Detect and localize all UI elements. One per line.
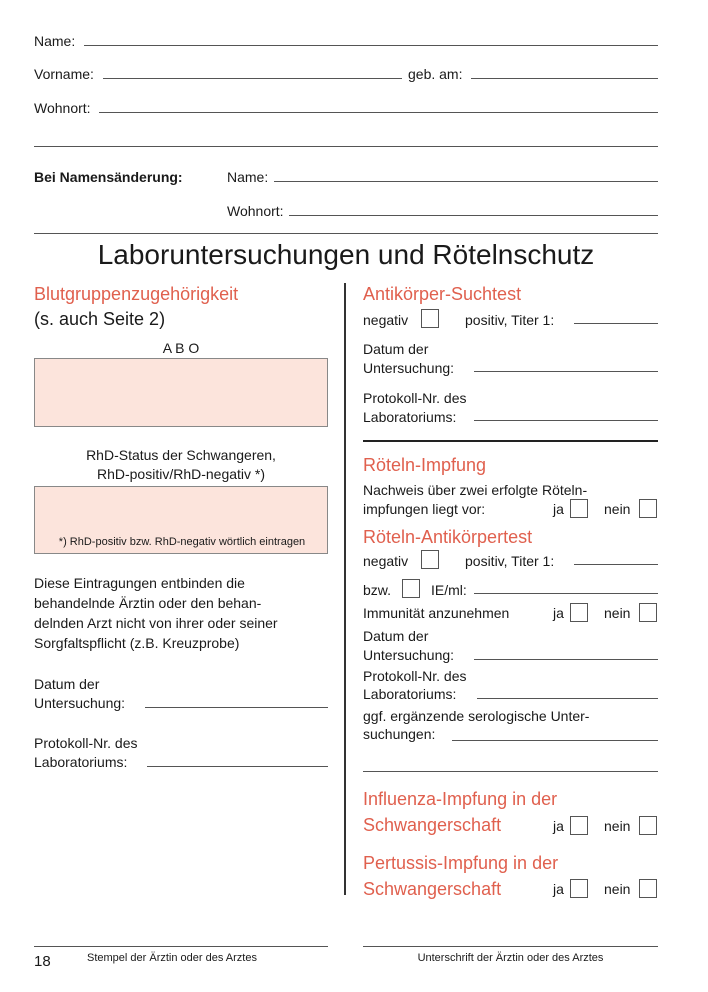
title-divider <box>34 233 658 234</box>
ri-nachweis-line2: impfungen liegt vor: <box>363 501 486 517</box>
pertussis-heading-line2: Schwangerschaft <box>363 879 502 899</box>
rak-datum-label-line2: Untersuchung: <box>363 647 455 663</box>
left-protokoll-field[interactable] <box>147 766 328 767</box>
rak-ja-label: ja <box>553 605 564 621</box>
influenza-heading-line1: Influenza-Impfung in der <box>363 789 558 809</box>
antikoerper-heading: Antikörper-Suchtest <box>363 284 522 304</box>
rak-ergaenzend-field[interactable] <box>452 740 658 741</box>
wohnort-field-line2[interactable] <box>34 146 658 147</box>
left-datum-label-line2: Untersuchung: <box>34 695 126 711</box>
rak-ergaenzend-label-line1: ggf. ergänzende serologische Unter- <box>363 708 590 724</box>
rak-negativ-label: negativ <box>363 553 409 569</box>
name-field[interactable] <box>84 45 658 46</box>
influenza-ja-label: ja <box>553 818 564 834</box>
stempel-label: Stempel der Ärztin oder des Arztes <box>87 952 257 964</box>
page-number: 18 <box>34 953 51 970</box>
roeteln-antikoerpertest-heading: Röteln-Antikörpertest <box>363 527 533 547</box>
rak-bzw-checkbox[interactable] <box>402 579 420 598</box>
rak-ieml-label: IE/ml: <box>431 582 467 598</box>
rhd-entry-box[interactable] <box>34 486 328 554</box>
influenza-heading-line2: Schwangerschaft <box>363 815 502 835</box>
left-protokoll-label-line2: Laboratoriums: <box>34 754 128 770</box>
disclaimer-line2: behandelnde Ärztin oder den behan- <box>34 595 262 611</box>
ak-datum-field[interactable] <box>474 371 658 372</box>
rak-ergaenzend-label-line2: suchungen: <box>363 726 436 742</box>
blutgruppe-heading: Blutgruppenzugehörigkeit <box>34 284 239 304</box>
ri-nachweis-line1: Nachweis über zwei erfolgte Röteln- <box>363 482 588 498</box>
ri-nein-label: nein <box>604 501 631 517</box>
disclaimer-line4: Sorgfaltspflicht (z.B. Kreuzprobe) <box>34 635 240 651</box>
ri-ja-checkbox[interactable] <box>570 499 588 518</box>
pertussis-nein-label: nein <box>604 881 631 897</box>
ak-protokoll-label-line2: Laboratoriums: <box>363 409 457 425</box>
ak-titer-field[interactable] <box>574 323 658 324</box>
unterschrift-field[interactable] <box>363 946 658 947</box>
rak-positiv-label: positiv, Titer 1: <box>465 553 555 569</box>
left-datum-field[interactable] <box>145 707 328 708</box>
rak-protokoll-label-line2: Laboratoriums: <box>363 686 457 702</box>
unterschrift-label: Unterschrift der Ärztin oder des Arztes <box>417 952 604 964</box>
rak-ergaenzend-field-line2[interactable] <box>363 771 658 772</box>
ak-datum-label-line2: Untersuchung: <box>363 360 455 376</box>
wohnort-field[interactable] <box>99 112 658 113</box>
right-section-divider <box>363 440 658 442</box>
influenza-ja-checkbox[interactable] <box>570 816 588 835</box>
blutgruppe-subheading: (s. auch Seite 2) <box>34 309 166 329</box>
rak-protokoll-field[interactable] <box>477 698 658 699</box>
vorname-label: Vorname: <box>34 66 94 82</box>
rak-datum-field[interactable] <box>474 659 658 660</box>
rak-bzw-label: bzw. <box>363 582 392 598</box>
pertussis-nein-checkbox[interactable] <box>639 879 657 898</box>
nc-name-label: Name: <box>227 169 269 185</box>
ri-ja-label: ja <box>553 501 564 517</box>
influenza-nein-label: nein <box>604 818 631 834</box>
abo-entry-box[interactable] <box>34 358 328 427</box>
namensaenderung-label: Bei Namensänderung: <box>34 169 183 185</box>
abo-label: A B O <box>162 340 200 356</box>
vorname-field[interactable] <box>103 78 402 79</box>
nc-wohnort-field[interactable] <box>289 215 658 216</box>
ak-protokoll-field[interactable] <box>474 420 658 421</box>
pertussis-ja-checkbox[interactable] <box>570 879 588 898</box>
ak-negativ-label: negativ <box>363 312 409 328</box>
rak-ja-checkbox[interactable] <box>570 603 588 622</box>
rak-negativ-checkbox[interactable] <box>421 550 439 569</box>
rak-ieml-field[interactable] <box>474 593 658 594</box>
nc-wohnort-label: Wohnort: <box>227 203 284 219</box>
rak-titer-field[interactable] <box>574 564 658 565</box>
ri-nein-checkbox[interactable] <box>639 499 657 518</box>
wohnort-label: Wohnort: <box>34 100 91 116</box>
rhd-footnote: *) RhD-positiv bzw. RhD-negativ wörtlich eintragen <box>58 536 306 548</box>
disclaimer-line3: delnden Arzt nicht von ihrer oder seiner <box>34 615 278 631</box>
rak-protokoll-label-line1: Protokoll-Nr. des <box>363 668 467 684</box>
left-protokoll-label-line1: Protokoll-Nr. des <box>34 735 138 751</box>
page-title: Laboruntersuchungen und Rötelnschutz <box>97 239 595 270</box>
name-label: Name: <box>34 33 76 49</box>
influenza-nein-checkbox[interactable] <box>639 816 657 835</box>
rak-nein-checkbox[interactable] <box>639 603 657 622</box>
roeteln-impfung-heading: Röteln-Impfung <box>363 455 487 475</box>
ak-positiv-label: positiv, Titer 1: <box>465 312 555 328</box>
rak-datum-label-line1: Datum der <box>363 628 429 644</box>
ak-protokoll-label-line1: Protokoll-Nr. des <box>363 390 467 406</box>
ak-negativ-checkbox[interactable] <box>421 309 439 328</box>
nc-name-field[interactable] <box>274 181 658 182</box>
rhd-label-line1: RhD-Status der Schwangeren, <box>86 447 276 463</box>
pertussis-ja-label: ja <box>553 881 564 897</box>
rhd-label-line2: RhD-positiv/RhD-negativ *) <box>96 466 266 482</box>
left-datum-label-line1: Datum der <box>34 676 100 692</box>
disclaimer-line1: Diese Eintragungen entbinden die <box>34 575 245 591</box>
geb-label: geb. am: <box>408 66 463 82</box>
stempel-field[interactable] <box>34 946 328 947</box>
rak-immunitaet-label: Immunität anzunehmen <box>363 605 510 621</box>
pertussis-heading-line1: Pertussis-Impfung in der <box>363 853 559 873</box>
geb-field[interactable] <box>471 78 658 79</box>
ak-datum-label-line1: Datum der <box>363 341 429 357</box>
column-divider <box>344 283 346 895</box>
rak-nein-label: nein <box>604 605 631 621</box>
